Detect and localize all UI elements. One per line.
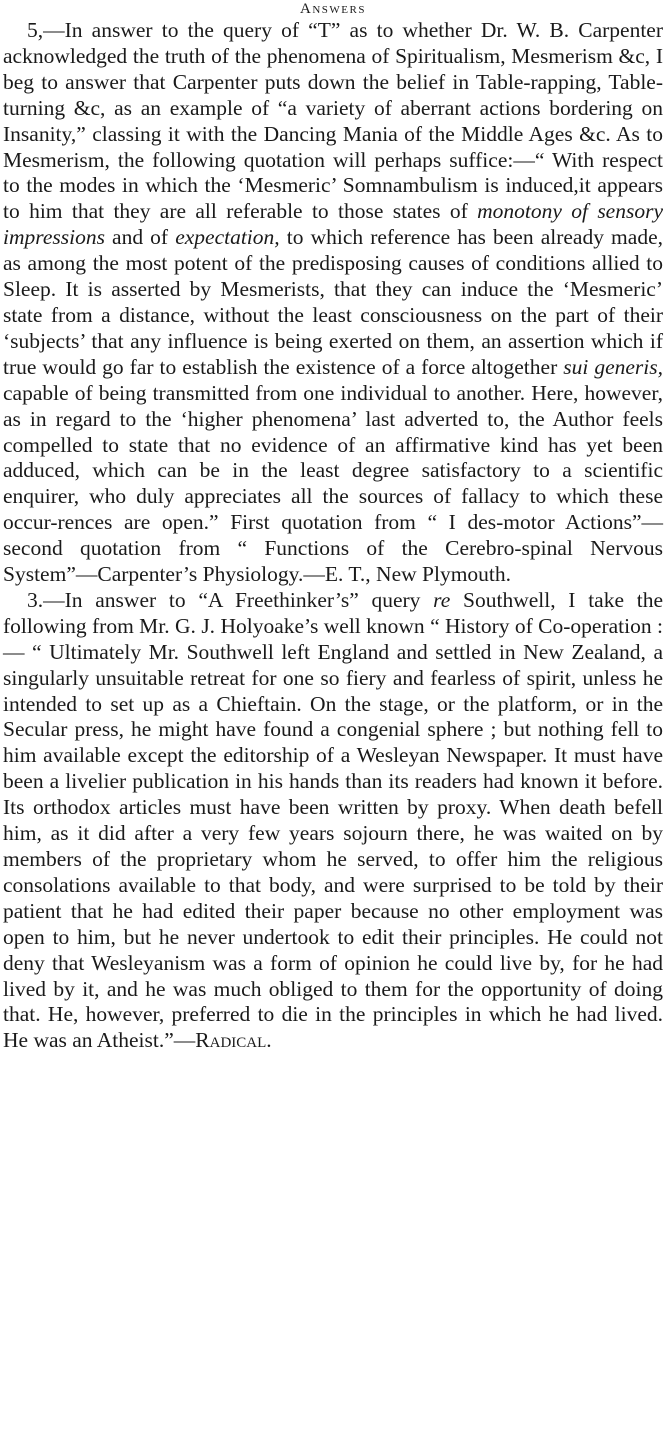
answer-2-signature: Radical. <box>195 1028 272 1053</box>
answer-1-text-a: —In answer to the query of “T” as to whether Dr. W. B. Carpenter acknowledged the truth of the phenomena of Spiritualism, Mesmerism &c, I beg to answer that Carpenter puts down the belief in Table-rapping, Table-turning &c, as an example of “a variety of aberrant actions bordering on Insanity,” classing it with the Dancing Mania of the Middle Ages &c. As to Mesmerism, the following quotation will perhaps suffice:—“ With respect to the modes in which the ‘Mesmeric’ Somnambulism is induced,it appears to him that they are all referable to those states of <box>3 18 663 224</box>
answer-1-italic-1: monotony of sensory impressions <box>3 199 663 250</box>
answer-2-text-b: Southwell, I take the following from Mr. G. J. Holyoake’s well known “ History of Co-operation :— “ Ultimately Mr. Southwell left England and settled in New Zealand, a singularly unsuitable retreat for one so fiery and fearless of spirit, unless he intended to set up as a Chieftain. On the stage, or the platform, or in the Secular press, he might have found a congenial sphere ; but nothing fell to him available except the editorship of a Wesleyan Newspaper. It must have been a livelier publication in his hands than its readers had known it before. Its orthodox articles must have been written by proxy. When death befell him, as it did after a very few years sojourn there, he was waited on by members of the proprietary whom he served, to offer him the religious consolations available to that body, and were surprised to be told by their patient that he had edited their paper because no other employment was open to him, but he never undertook to edit their principles. He could not deny that Wesleyanism was a form of opinion he could live by, for he had lived by it, and he was much obliged to them for the opportunity of doing that. He, however, preferred to die in the principles in which he had lived. He was an Atheist.”— <box>3 587 664 1053</box>
answer-2-number: 3. <box>27 587 44 612</box>
answer-1-italic-3: sui generis, <box>563 354 663 379</box>
answer-2-text-a: —In answer to “A Freethinker’s” query <box>43 587 434 612</box>
answer-paragraph-1 <box>3 18 663 588</box>
answer-1-number: 5, <box>27 18 44 42</box>
answer-1-text-d: capable of being transmitted from one individual to another. Here, however, as in regard to the ‘higher phenomena’ last adverted to, the Author feels compelled to state that no evidence of an affirmative kind has yet been adduced, which can be in the least degree satisfactory to a scientific enquirer, who duly appreciates all the sources of fallacy to which these occur-rences are open.” First quotation from “ I des-motor Actions”—second quotation from “ Functions of the Cerebro-spinal Nervous System”—Carpenter’s Physiology.—E. T., New Plymouth. <box>3 380 663 587</box>
section-heading: Answers <box>300 1 366 17</box>
answer-2-italic-1: re <box>433 587 451 612</box>
answer-1-text-b: and of <box>104 225 176 250</box>
answer-1-italic-2: expectation, <box>175 225 280 250</box>
answer-1-text-c: to which reference has been already made, as among the most potent of the predisposing causes of conditions allied to Sleep. It is asserted by Mesmerists, that they can induce the ‘Mesmeric’ state from a distance, without the least consciousness on the part of their ‘subjects’ that any influence is being exerted on them, an assertion which if true would go far to establish the existence of a force altogether <box>3 225 663 379</box>
answer-paragraph-2 <box>3 588 663 1054</box>
